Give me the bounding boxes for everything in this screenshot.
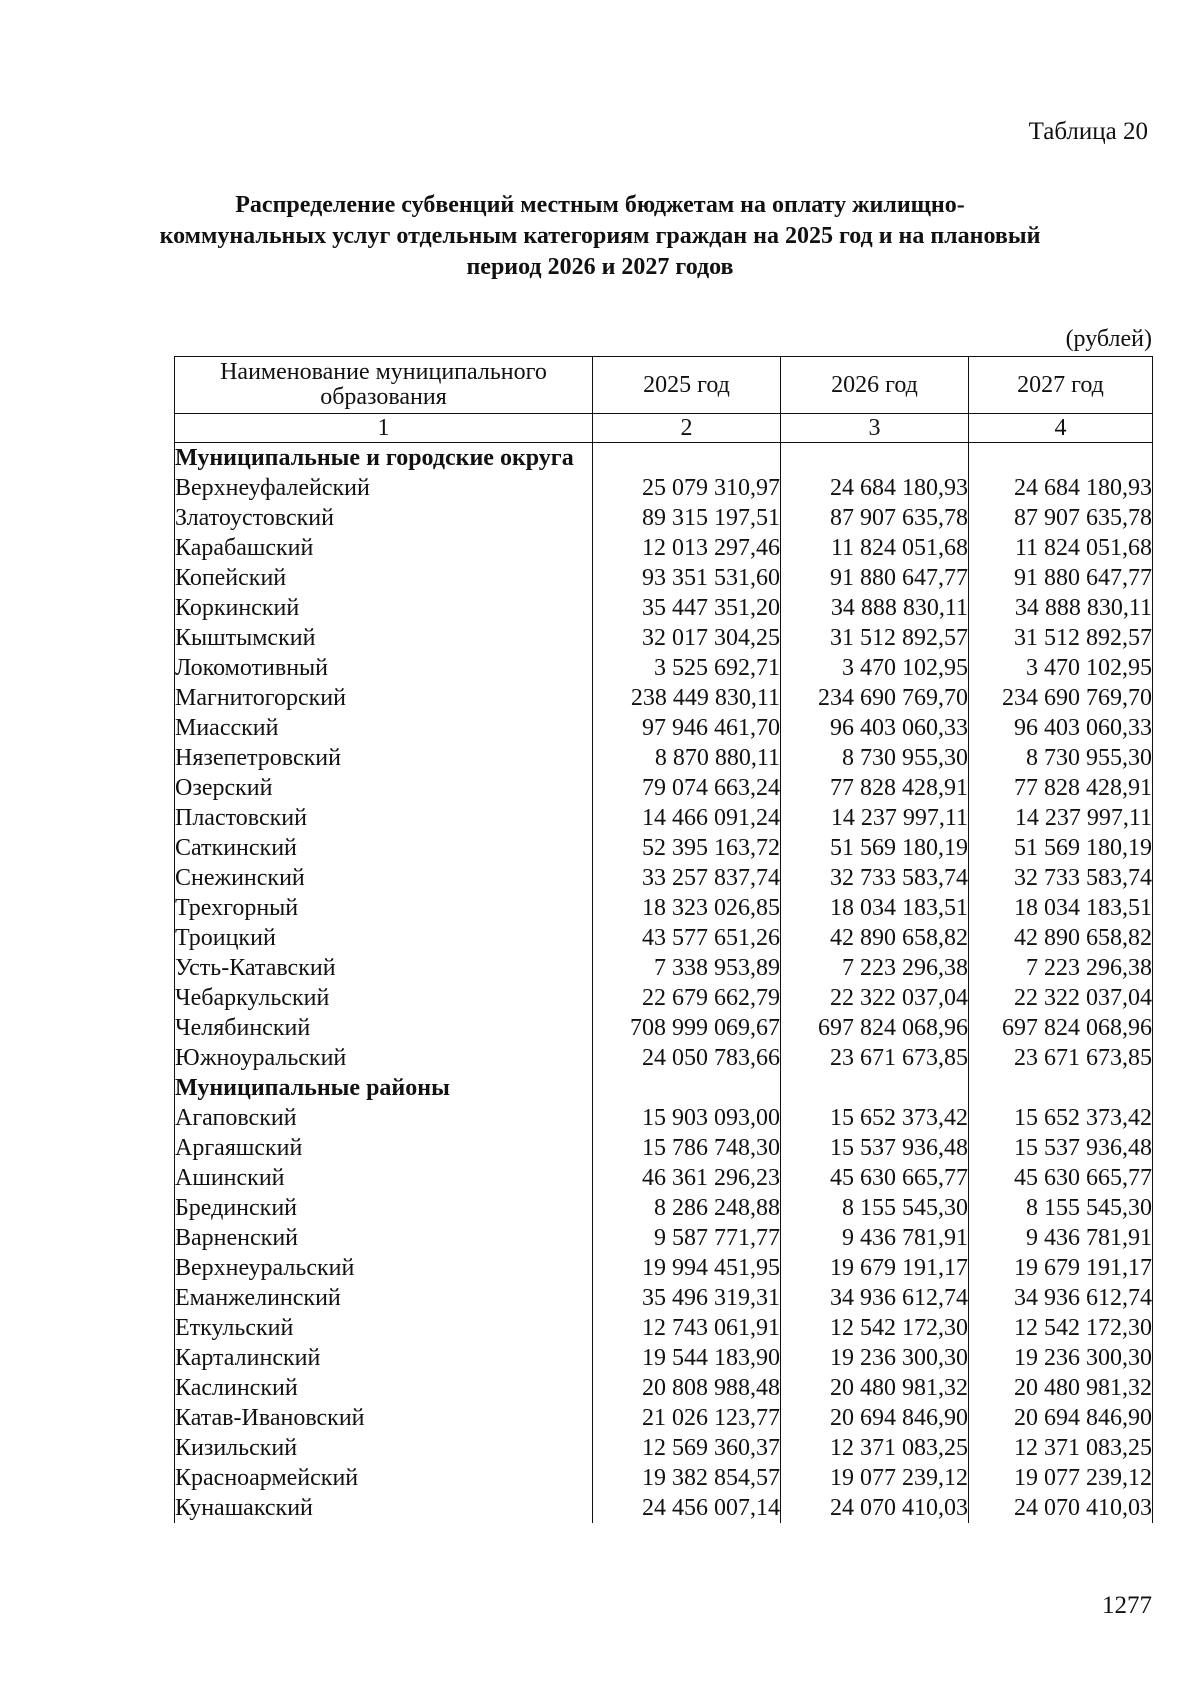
value-2027: 22 322 037,04 xyxy=(969,983,1153,1013)
value-2026: 12 371 083,25 xyxy=(781,1433,969,1463)
value-2025: 22 679 662,79 xyxy=(593,983,781,1013)
value-2026: 24 070 410,03 xyxy=(781,1493,969,1523)
municipality-name: Катав-Ивановский xyxy=(175,1403,593,1433)
municipality-name: Чебаркульский xyxy=(175,983,593,1013)
value-2025: 21 026 123,77 xyxy=(593,1403,781,1433)
municipality-name: Южноуральский xyxy=(175,1043,593,1073)
empty-cell xyxy=(781,1073,969,1103)
table-row xyxy=(175,1373,1153,1403)
municipality-name: Озерский xyxy=(175,773,593,803)
value-2026: 96 403 060,33 xyxy=(781,713,969,743)
value-2025: 3 525 692,71 xyxy=(593,653,781,683)
value-2025: 35 447 351,20 xyxy=(593,593,781,623)
value-2025: 15 903 093,00 xyxy=(593,1103,781,1133)
value-2025: 33 257 837,74 xyxy=(593,863,781,893)
document-title xyxy=(140,190,1060,283)
units-label: (рублей) xyxy=(1065,326,1152,352)
value-2026: 31 512 892,57 xyxy=(781,623,969,653)
value-2026: 19 236 300,30 xyxy=(781,1343,969,1373)
municipality-name: Варненский xyxy=(175,1223,593,1253)
value-2027: 12 371 083,25 xyxy=(969,1433,1153,1463)
value-2026: 8 155 545,30 xyxy=(781,1193,969,1223)
section-title: Муниципальные районы xyxy=(175,1073,593,1103)
empty-cell xyxy=(969,443,1153,474)
table-row xyxy=(175,503,1153,533)
value-2027: 20 694 846,90 xyxy=(969,1403,1153,1433)
header-name: Наименование муниципального образования xyxy=(175,357,593,414)
value-2027: 32 733 583,74 xyxy=(969,863,1153,893)
value-2025: 12 013 297,46 xyxy=(593,533,781,563)
empty-cell xyxy=(969,1073,1153,1103)
title-line: Распределение субвенций местным бюджетам на оплату жилищно- xyxy=(235,192,965,218)
section-title: Муниципальные и городские округа xyxy=(175,443,593,474)
table-row xyxy=(175,1133,1153,1163)
table-row xyxy=(175,593,1153,623)
column-number: 3 xyxy=(781,414,969,443)
value-2026: 34 888 830,11 xyxy=(781,593,969,623)
value-2027: 18 034 183,51 xyxy=(969,893,1153,923)
value-2026: 23 671 673,85 xyxy=(781,1043,969,1073)
value-2025: 15 786 748,30 xyxy=(593,1133,781,1163)
value-2026: 19 077 239,12 xyxy=(781,1463,969,1493)
value-2026: 22 322 037,04 xyxy=(781,983,969,1013)
table-row xyxy=(175,563,1153,593)
value-2026: 91 880 647,77 xyxy=(781,563,969,593)
table-row xyxy=(175,833,1153,863)
value-2027: 45 630 665,77 xyxy=(969,1163,1153,1193)
municipality-name: Брединский xyxy=(175,1193,593,1223)
municipality-name: Ашинский xyxy=(175,1163,593,1193)
municipality-name: Кизильский xyxy=(175,1433,593,1463)
value-2026: 15 537 936,48 xyxy=(781,1133,969,1163)
table-row xyxy=(175,923,1153,953)
value-2027: 34 936 612,74 xyxy=(969,1283,1153,1313)
header-2027: 2027 год xyxy=(969,357,1153,414)
value-2027: 20 480 981,32 xyxy=(969,1373,1153,1403)
value-2026: 51 569 180,19 xyxy=(781,833,969,863)
value-2027: 8 155 545,30 xyxy=(969,1193,1153,1223)
municipality-name: Копейский xyxy=(175,563,593,593)
municipality-name: Локомотивный xyxy=(175,653,593,683)
table-row xyxy=(175,533,1153,563)
value-2026: 77 828 428,91 xyxy=(781,773,969,803)
value-2027: 31 512 892,57 xyxy=(969,623,1153,653)
municipality-name: Троицкий xyxy=(175,923,593,953)
title-line: период 2026 и 2027 годов xyxy=(466,254,734,280)
value-2025: 97 946 461,70 xyxy=(593,713,781,743)
empty-cell xyxy=(593,443,781,474)
table-row xyxy=(175,683,1153,713)
municipality-name: Пластовский xyxy=(175,803,593,833)
value-2025: 12 569 360,37 xyxy=(593,1433,781,1463)
table-row xyxy=(175,1283,1153,1313)
table-row xyxy=(175,1163,1153,1193)
value-2025: 14 466 091,24 xyxy=(593,803,781,833)
column-number: 2 xyxy=(593,414,781,443)
table-row xyxy=(175,863,1153,893)
municipality-name: Карталинский xyxy=(175,1343,593,1373)
empty-cell xyxy=(593,1073,781,1103)
value-2026: 87 907 635,78 xyxy=(781,503,969,533)
value-2027: 15 537 936,48 xyxy=(969,1133,1153,1163)
value-2027: 91 880 647,77 xyxy=(969,563,1153,593)
value-2025: 7 338 953,89 xyxy=(593,953,781,983)
value-2027: 11 824 051,68 xyxy=(969,533,1153,563)
value-2026: 14 237 997,11 xyxy=(781,803,969,833)
table-row xyxy=(175,1013,1153,1043)
table-row xyxy=(175,653,1153,683)
value-2027: 19 236 300,30 xyxy=(969,1343,1153,1373)
municipality-name: Верхнеуральский xyxy=(175,1253,593,1283)
value-2026: 8 730 955,30 xyxy=(781,743,969,773)
value-2026: 15 652 373,42 xyxy=(781,1103,969,1133)
value-2027: 14 237 997,11 xyxy=(969,803,1153,833)
value-2026: 9 436 781,91 xyxy=(781,1223,969,1253)
table-row xyxy=(175,1433,1153,1463)
municipality-name: Трехгорный xyxy=(175,893,593,923)
page-number: 1277 xyxy=(1102,1592,1152,1619)
value-2026: 24 684 180,93 xyxy=(781,473,969,503)
table-row xyxy=(175,1493,1153,1523)
value-2027: 19 679 191,17 xyxy=(969,1253,1153,1283)
value-2025: 19 382 854,57 xyxy=(593,1463,781,1493)
municipality-name: Кунашакский xyxy=(175,1493,593,1523)
value-2025: 708 999 069,67 xyxy=(593,1013,781,1043)
municipality-name: Миасский xyxy=(175,713,593,743)
value-2025: 52 395 163,72 xyxy=(593,833,781,863)
municipality-name: Верхнеуфалейский xyxy=(175,473,593,503)
header-2026: 2026 год xyxy=(781,357,969,414)
value-2026: 20 480 981,32 xyxy=(781,1373,969,1403)
value-2027: 51 569 180,19 xyxy=(969,833,1153,863)
value-2027: 12 542 172,30 xyxy=(969,1313,1153,1343)
table-row xyxy=(175,1313,1153,1343)
title-line: коммунальных услуг отдельным категориям граждан на 2025 год и на плановый xyxy=(159,223,1041,249)
value-2025: 8 870 880,11 xyxy=(593,743,781,773)
table-row xyxy=(175,1253,1153,1283)
subventions-table xyxy=(174,356,1153,1523)
value-2025: 8 286 248,88 xyxy=(593,1193,781,1223)
value-2025: 79 074 663,24 xyxy=(593,773,781,803)
table-row xyxy=(175,983,1153,1013)
municipality-name: Красноармейский xyxy=(175,1463,593,1493)
table-row xyxy=(175,1463,1153,1493)
value-2025: 12 743 061,91 xyxy=(593,1313,781,1343)
value-2025: 25 079 310,97 xyxy=(593,473,781,503)
table-row xyxy=(175,1223,1153,1253)
value-2027: 697 824 068,96 xyxy=(969,1013,1153,1043)
municipality-name: Магнитогорский xyxy=(175,683,593,713)
municipality-name: Златоустовский xyxy=(175,503,593,533)
value-2026: 20 694 846,90 xyxy=(781,1403,969,1433)
value-2026: 42 890 658,82 xyxy=(781,923,969,953)
table-row xyxy=(175,713,1153,743)
value-2026: 18 034 183,51 xyxy=(781,893,969,923)
municipality-name: Агаповский xyxy=(175,1103,593,1133)
municipality-name: Аргаяшский xyxy=(175,1133,593,1163)
value-2026: 32 733 583,74 xyxy=(781,863,969,893)
value-2026: 11 824 051,68 xyxy=(781,533,969,563)
value-2025: 9 587 771,77 xyxy=(593,1223,781,1253)
value-2025: 238 449 830,11 xyxy=(593,683,781,713)
table-row xyxy=(175,743,1153,773)
table-row xyxy=(175,803,1153,833)
column-number: 1 xyxy=(175,414,593,443)
value-2027: 42 890 658,82 xyxy=(969,923,1153,953)
municipality-name: Саткинский xyxy=(175,833,593,863)
table-row xyxy=(175,1403,1153,1433)
table-row xyxy=(175,773,1153,803)
table-row xyxy=(175,1343,1153,1373)
municipality-name: Кыштымский xyxy=(175,623,593,653)
header-2025: 2025 год xyxy=(593,357,781,414)
value-2027: 15 652 373,42 xyxy=(969,1103,1153,1133)
table-body xyxy=(175,443,1153,1524)
value-2025: 24 050 783,66 xyxy=(593,1043,781,1073)
value-2027: 9 436 781,91 xyxy=(969,1223,1153,1253)
value-2026: 7 223 296,38 xyxy=(781,953,969,983)
section-header-row xyxy=(175,443,1153,474)
value-2026: 3 470 102,95 xyxy=(781,653,969,683)
value-2027: 8 730 955,30 xyxy=(969,743,1153,773)
value-2025: 18 323 026,85 xyxy=(593,893,781,923)
table-row xyxy=(175,893,1153,923)
value-2026: 234 690 769,70 xyxy=(781,683,969,713)
section-header-row xyxy=(175,1073,1153,1103)
table-row xyxy=(175,953,1153,983)
municipality-name: Снежинский xyxy=(175,863,593,893)
value-2025: 93 351 531,60 xyxy=(593,563,781,593)
value-2025: 24 456 007,14 xyxy=(593,1493,781,1523)
empty-cell xyxy=(781,443,969,474)
value-2027: 234 690 769,70 xyxy=(969,683,1153,713)
value-2027: 23 671 673,85 xyxy=(969,1043,1153,1073)
value-2027: 96 403 060,33 xyxy=(969,713,1153,743)
municipality-name: Челябинский xyxy=(175,1013,593,1043)
table-label: Таблица 20 xyxy=(1028,118,1148,145)
municipality-name: Карабашский xyxy=(175,533,593,563)
municipality-name: Усть-Катавский xyxy=(175,953,593,983)
value-2027: 87 907 635,78 xyxy=(969,503,1153,533)
value-2026: 34 936 612,74 xyxy=(781,1283,969,1313)
value-2026: 19 679 191,17 xyxy=(781,1253,969,1283)
municipality-name: Коркинский xyxy=(175,593,593,623)
value-2027: 24 070 410,03 xyxy=(969,1493,1153,1523)
value-2027: 19 077 239,12 xyxy=(969,1463,1153,1493)
value-2025: 43 577 651,26 xyxy=(593,923,781,953)
value-2025: 19 994 451,95 xyxy=(593,1253,781,1283)
value-2025: 19 544 183,90 xyxy=(593,1343,781,1373)
value-2025: 20 808 988,48 xyxy=(593,1373,781,1403)
municipality-name: Еманжелинский xyxy=(175,1283,593,1313)
value-2025: 32 017 304,25 xyxy=(593,623,781,653)
table-row xyxy=(175,1043,1153,1073)
table-row xyxy=(175,1103,1153,1133)
value-2026: 697 824 068,96 xyxy=(781,1013,969,1043)
value-2027: 3 470 102,95 xyxy=(969,653,1153,683)
column-number: 4 xyxy=(969,414,1153,443)
value-2025: 35 496 319,31 xyxy=(593,1283,781,1313)
value-2025: 89 315 197,51 xyxy=(593,503,781,533)
value-2027: 34 888 830,11 xyxy=(969,593,1153,623)
value-2026: 45 630 665,77 xyxy=(781,1163,969,1193)
municipality-name: Еткульский xyxy=(175,1313,593,1343)
value-2027: 7 223 296,38 xyxy=(969,953,1153,983)
value-2026: 12 542 172,30 xyxy=(781,1313,969,1343)
value-2025: 46 361 296,23 xyxy=(593,1163,781,1193)
municipality-name: Нязепетровский xyxy=(175,743,593,773)
municipality-name: Каслинский xyxy=(175,1373,593,1403)
table-row xyxy=(175,473,1153,503)
table-row xyxy=(175,1193,1153,1223)
table-row xyxy=(175,623,1153,653)
value-2027: 24 684 180,93 xyxy=(969,473,1153,503)
value-2027: 77 828 428,91 xyxy=(969,773,1153,803)
